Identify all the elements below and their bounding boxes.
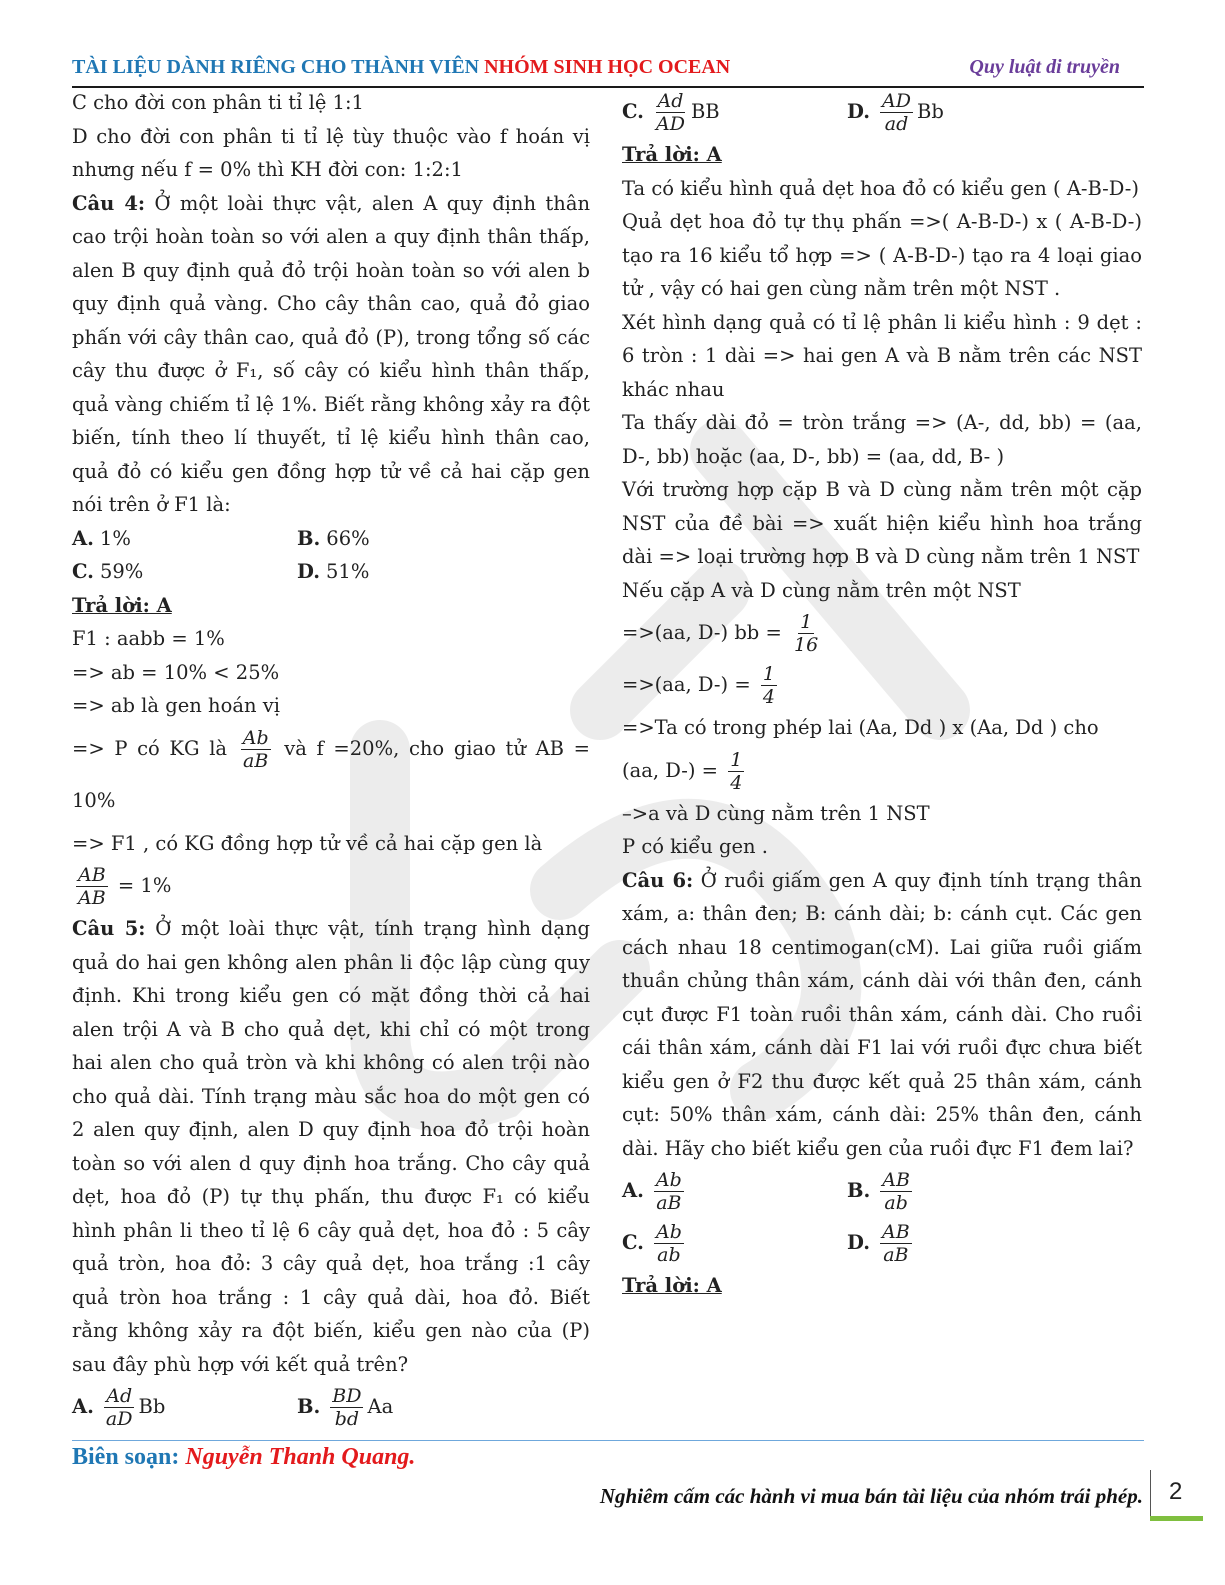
- q6-option-c: C. $\frac{Ab}{ab}$: [622, 1220, 682, 1266]
- fraction: $\frac{1}{4}$: [762, 663, 775, 708]
- page-number-box: [1150, 1470, 1204, 1518]
- right-column: [622, 86, 1142, 1303]
- solution-line: F1 : aabb = 1%: [72, 627, 225, 650]
- q6-option-b: B. $\frac{AB}{ab}$: [847, 1168, 910, 1214]
- solution-line: Ta thấy dài đỏ = tròn trắng => (A-, dd, bb) = (aa, D-, bb) hoặc (aa, D-, bb) = (aa, dd, B- ): [622, 411, 1142, 468]
- fraction: $\frac{Ab}{ab}$: [655, 1220, 682, 1266]
- author-name: Nguyễn Thanh Quang.: [185, 1444, 416, 1470]
- fraction: $\frac{Ab}{aB}$: [655, 1168, 682, 1214]
- page-header: [72, 52, 1144, 88]
- fraction: $\frac{AB}{aB}$: [882, 1220, 910, 1266]
- fraction: $\frac{BD}{bd}$: [332, 1384, 362, 1430]
- solution-line: Ta có kiểu hình quả dẹt hoa đỏ có kiểu gen ( A-B-D-): [622, 176, 1139, 200]
- page-number: 2: [1169, 1478, 1183, 1505]
- q6-options-row-2: [622, 1217, 1142, 1269]
- question-label: Câu 4:: [72, 191, 146, 215]
- q5-option-a: A. $\frac{Ad}{aD}$ Bb: [72, 1384, 166, 1430]
- footer-author: [72, 1444, 415, 1471]
- q4-option-b: B. 66%: [297, 526, 370, 550]
- q5-option-d: D. $\frac{AD}{ad}$ Bb: [847, 89, 944, 135]
- solution-line: Nếu cặp A và D cùng nằm trên một NST: [622, 578, 1021, 602]
- left-column: [72, 86, 590, 1433]
- q6-answer: Trả lời: A: [622, 1274, 722, 1297]
- q5-options-row-2: [622, 86, 1142, 138]
- fraction: $\frac{AB}{ab}$: [882, 1168, 910, 1214]
- fraction: $\frac{1}{16}$: [794, 611, 819, 656]
- footer-warning: Nghiêm cấm các hành vi mua bán tài liệu của nhóm trái phép.: [599, 1484, 1143, 1508]
- header-title-blue: TÀI LIỆU DÀNH RIÊNG CHO THÀNH VIÊN: [72, 56, 480, 78]
- header-topic: Quy luật di truyền: [969, 56, 1120, 78]
- fraction: $\frac{AB}{AB}$: [78, 864, 106, 909]
- fraction: $\frac{Ad}{AD}$: [655, 89, 685, 135]
- question-text: Ở ruồi giấm gen A quy định tính trạng thân xám, a: thân đen; B: cánh dài; b: cánh cụt. Các gen cách nhau 18 centimogan(cM). Lai giữa ruồi giấm thuần chủng thân xám, cánh dài với thân đen, cánh cụt được F1 toàn ruồi thân xám, cánh dài. Cho ruồi cái thân xám, cánh dài F1 lai với ruồi đực chưa biết kiểu gen ở F2 thu được kết quả 25 thân xám, cánh cụt: 50% thân xám, cánh dài: 25% thân đen, cánh dài. Hãy cho biết kiểu gen của ruồi đực F1 đem lai?: [622, 868, 1142, 1160]
- q4-options-row-2: [72, 555, 590, 589]
- page-number-accent: [1150, 1516, 1203, 1521]
- q4-option-a: A. 1%: [72, 526, 131, 550]
- fraction: $\frac{AD}{ad}$: [882, 89, 911, 135]
- q6-option-a: A. $\frac{Ab}{aB}$: [622, 1168, 682, 1214]
- solution-line: =>(aa, D-) bb = $\frac{1}{16}$: [622, 611, 819, 656]
- fraction: $\frac{Ad}{aD}$: [105, 1384, 133, 1430]
- fraction: $\frac{1}{4}$: [730, 748, 743, 794]
- q4-option-c: C. 59%: [72, 560, 144, 583]
- question-text: Ở một loài thực vật, alen A quy định thân cao trội hoàn toàn so với alen a quy định thân thấp, alen B quy định quả đỏ trội hoàn toàn so với alen b quy định quả vàng. Cho cây thân cao, quả đỏ giao phấn với cây thân cao, quả đỏ (P), trong tổng số các cây thu được ở F₁, số cây có kiểu hình thân thấp, quả vàng chiếm tỉ lệ 1%. Biết rằng không xảy ra đột biến, tính theo lí thuyết, tỉ lệ kiểu hình thân cao, quả đỏ có kiểu gen đồng hợp tử về cả hai cặp gen nói trên ở F1 là:: [72, 191, 591, 516]
- header-title: [72, 56, 730, 79]
- text-line: C cho đời con phân ti tỉ lệ 1:1: [72, 91, 364, 114]
- question-6: [622, 864, 1142, 1166]
- question-4: [72, 187, 590, 522]
- q4-answer: Trả lời: A: [72, 593, 172, 617]
- solution-line: => P có KG là $\frac{Ab}{aB}$ và f =20%, cho giao tử AB = 10%: [72, 726, 590, 812]
- footer-divider: [72, 1440, 1144, 1441]
- question-label: Câu 6:: [622, 868, 694, 892]
- question-text: Ở một loài thực vật, tính trạng hình dạng quả do hai gen không alen phân li độc lập cùng quy định. Khi trong kiểu gen có mặt đồng thời cả hai alen trội A và B cho quả dẹt, khi chỉ có một trong hai alen cho quả tròn và khi không có alen trội nào cho quả dài. Tính trạng màu sắc hoa do một gen có 2 alen quy định, alen D quy định hoa đỏ trội hoàn toàn so với alen d quy định hoa trắng. Cho cây quả dẹt, hoa đỏ (P) tự thụ phấn, thu được F₁ có kiểu hình phân li theo tỉ lệ 6 cây quả dẹt, hoa đỏ : 5 cây quả tròn, hoa đỏ: 3 cây quả dẹt, hoa trắng :1 cây quả tròn hoa trắng : 1 cây quả dài, hoa đỏ. Biết rằng không xảy ra đột biến, kiểu gen nào của (P) sau đây phù hợp với kết quả trên?: [72, 917, 590, 1376]
- solution-line: =>(aa, D-) = $\frac{1}{4}$: [622, 663, 775, 708]
- author-label: Biên soạn:: [72, 1444, 180, 1470]
- solution-line: Xét hình dạng quả có tỉ lệ phân li kiểu hình : 9 dẹt : 6 tròn : 1 dài => hai gen A và B nằm trên các NST khác nhau: [622, 310, 1142, 401]
- solution-line: –>a và D cùng nằm trên 1 NST: [622, 801, 930, 825]
- solution-line: P có kiểu gen .: [622, 835, 768, 858]
- question-label: Câu 5:: [72, 917, 146, 940]
- q5-option-b: B. $\frac{BD}{bd}$ Aa: [297, 1384, 394, 1430]
- text-line: D cho đời con phân ti tỉ lệ tùy thuộc vào f hoán vị nhưng nếu f = 0% thì KH đời con: 1:2:1: [72, 124, 590, 181]
- solution-line: => ab = 10% < 25%: [72, 660, 280, 684]
- question-5: [72, 912, 590, 1381]
- solution-line: => F1 , có KG đồng hợp tử về cả hai cặp gen là: [72, 831, 543, 855]
- q5-answer: Trả lời: A: [622, 143, 722, 166]
- solution-line: =>Ta có trong phép lai (Aa, Dd ) x (Aa, Dd ) cho: [622, 716, 1099, 739]
- q5-options-row-1: [72, 1381, 590, 1433]
- solution-line: (aa, D-) = $\frac{1}{4}$: [622, 748, 743, 794]
- q5-option-c: C. $\frac{Ad}{AD}$ BB: [622, 89, 720, 135]
- solution-line: $\frac{AB}{AB}$ = 1%: [78, 864, 172, 909]
- fraction: $\frac{Ab}{aB}$: [242, 726, 269, 772]
- q4-option-d: D. 51%: [297, 560, 370, 583]
- q6-option-d: D. $\frac{AB}{aB}$: [847, 1220, 910, 1266]
- solution-line: Quả dẹt hoa đỏ tự thụ phấn =>( A-B-D-) x ( A-B-D-) tạo ra 16 kiểu tổ hợp => ( A-B-D-) tạo ra 4 loại giao tử , vậy có hai gen cùng nằm trên một NST .: [622, 210, 1142, 300]
- q6-options-row-1: [622, 1165, 1142, 1217]
- q4-options-row-1: [72, 522, 590, 556]
- solution-line: => ab là gen hoán vị: [72, 694, 280, 717]
- header-title-red: NHÓM SINH HỌC OCEAN: [484, 56, 731, 78]
- solution-line: Với trường hợp cặp B và D cùng nằm trên một cặp NST của đề bài => xuất hiện kiểu hình hoa trắng dài => loại trường hợp B và D cùng nằm trên 1 NST: [622, 478, 1142, 568]
